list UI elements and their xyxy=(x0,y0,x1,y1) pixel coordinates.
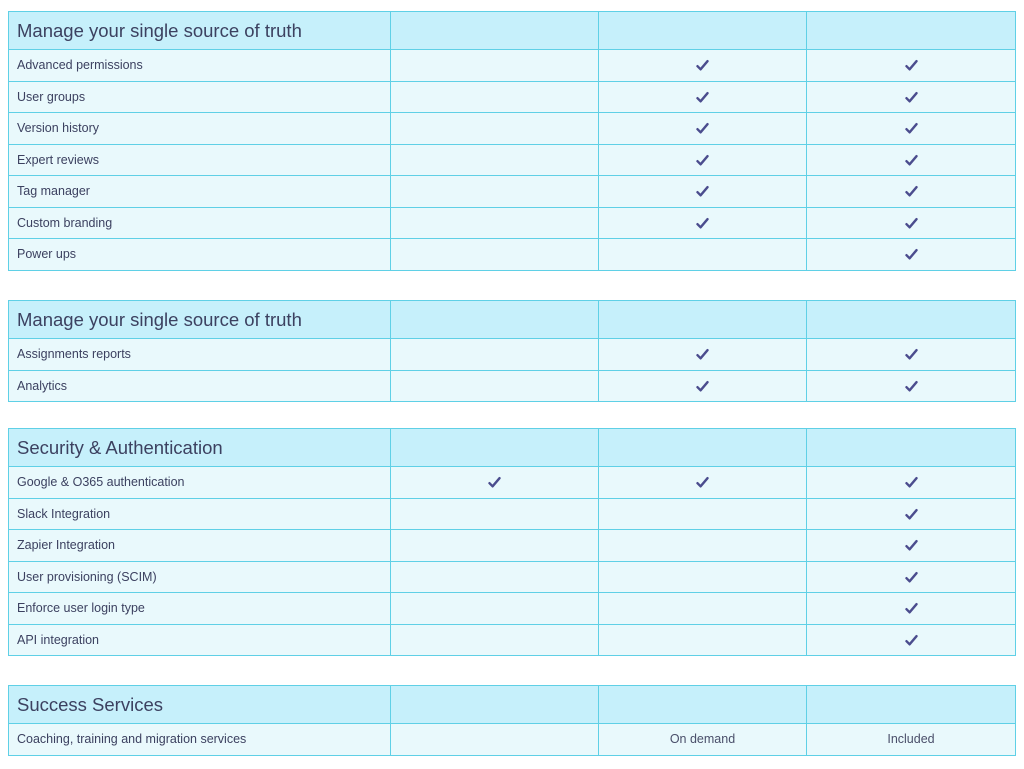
plan-2-value xyxy=(599,498,807,530)
feature-name: Google & O365 authentication xyxy=(9,467,391,499)
checkmark-icon xyxy=(696,185,709,198)
checkmark-icon xyxy=(488,476,501,489)
checkmark-icon xyxy=(905,539,918,552)
feature-name: User groups xyxy=(9,81,391,113)
plan-2-value xyxy=(599,239,807,271)
feature-section-manage-1 xyxy=(8,11,1016,271)
plan-1-value xyxy=(391,498,599,530)
plan-2-value xyxy=(599,370,807,402)
section-header xyxy=(9,686,1016,724)
plan-3-value xyxy=(807,467,1016,499)
plan-3-value xyxy=(807,593,1016,625)
plan-2-value xyxy=(599,339,807,371)
plan-1-header xyxy=(391,12,599,50)
feature-row xyxy=(9,81,1016,113)
feature-section-success xyxy=(8,685,1016,756)
plan-2-value xyxy=(599,624,807,656)
feature-row xyxy=(9,239,1016,271)
checkmark-icon xyxy=(905,602,918,615)
plan-1-value xyxy=(391,144,599,176)
plan-3-value xyxy=(807,113,1016,145)
feature-name: Custom branding xyxy=(9,207,391,239)
plan-1-value xyxy=(391,593,599,625)
checkmark-icon xyxy=(905,571,918,584)
plan-2-value xyxy=(599,724,807,756)
checkmark-icon xyxy=(696,476,709,489)
checkmark-icon xyxy=(696,91,709,104)
plan-3-value xyxy=(807,724,1016,756)
checkmark-icon xyxy=(696,380,709,393)
feature-name: Slack Integration xyxy=(9,498,391,530)
plan-2-header xyxy=(599,686,807,724)
feature-row xyxy=(9,467,1016,499)
feature-row xyxy=(9,561,1016,593)
checkmark-icon xyxy=(905,154,918,167)
plan-1-value xyxy=(391,370,599,402)
plan-1-value xyxy=(391,207,599,239)
feature-row xyxy=(9,207,1016,239)
feature-name: Advanced permissions xyxy=(9,50,391,82)
plan-3-value xyxy=(807,561,1016,593)
feature-row xyxy=(9,530,1016,562)
checkmark-icon xyxy=(905,217,918,230)
plan-value-text: On demand xyxy=(669,732,736,747)
feature-name: Expert reviews xyxy=(9,144,391,176)
plan-3-value xyxy=(807,239,1016,271)
checkmark-icon xyxy=(696,122,709,135)
feature-row xyxy=(9,370,1016,402)
plan-3-header xyxy=(807,12,1016,50)
plan-3-header xyxy=(807,686,1016,724)
plan-1-value xyxy=(391,561,599,593)
section-title: Security & Authentication xyxy=(9,429,391,467)
plan-1-header xyxy=(391,301,599,339)
checkmark-icon xyxy=(905,380,918,393)
feature-name: Zapier Integration xyxy=(9,530,391,562)
plan-2-value xyxy=(599,593,807,625)
feature-section-security xyxy=(8,428,1016,656)
checkmark-icon xyxy=(905,91,918,104)
plan-2-header xyxy=(599,12,807,50)
plan-1-header xyxy=(391,686,599,724)
plan-3-value xyxy=(807,624,1016,656)
section-header xyxy=(9,12,1016,50)
plan-1-value xyxy=(391,339,599,371)
plan-3-value xyxy=(807,176,1016,208)
plan-3-value xyxy=(807,207,1016,239)
feature-row xyxy=(9,176,1016,208)
checkmark-icon xyxy=(905,476,918,489)
plan-3-value xyxy=(807,370,1016,402)
plan-2-value xyxy=(599,530,807,562)
plan-1-value xyxy=(391,50,599,82)
feature-name: Version history xyxy=(9,113,391,145)
plan-2-value xyxy=(599,113,807,145)
plan-2-value xyxy=(599,176,807,208)
checkmark-icon xyxy=(696,217,709,230)
plan-1-value xyxy=(391,530,599,562)
checkmark-icon xyxy=(696,348,709,361)
feature-row xyxy=(9,724,1016,756)
checkmark-icon xyxy=(905,59,918,72)
feature-row xyxy=(9,593,1016,625)
feature-section-manage-2 xyxy=(8,300,1016,402)
feature-name: API integration xyxy=(9,624,391,656)
feature-row xyxy=(9,144,1016,176)
checkmark-icon xyxy=(905,508,918,521)
plan-1-value xyxy=(391,113,599,145)
feature-name: Assignments reports xyxy=(9,339,391,371)
section-header xyxy=(9,429,1016,467)
plan-3-header xyxy=(807,301,1016,339)
plan-value-text: Included xyxy=(887,732,935,747)
checkmark-icon xyxy=(905,248,918,261)
plan-2-value xyxy=(599,81,807,113)
plan-3-value xyxy=(807,530,1016,562)
checkmark-icon xyxy=(905,634,918,647)
feature-row xyxy=(9,624,1016,656)
plan-3-value xyxy=(807,144,1016,176)
section-header xyxy=(9,301,1016,339)
plan-2-value xyxy=(599,207,807,239)
feature-row xyxy=(9,113,1016,145)
feature-name: Analytics xyxy=(9,370,391,402)
plan-1-value xyxy=(391,239,599,271)
checkmark-icon xyxy=(905,122,918,135)
feature-name: Tag manager xyxy=(9,176,391,208)
plan-3-value xyxy=(807,50,1016,82)
section-title: Manage your single source of truth xyxy=(9,301,391,339)
feature-name: Power ups xyxy=(9,239,391,271)
plan-3-value xyxy=(807,339,1016,371)
checkmark-icon xyxy=(696,59,709,72)
feature-name: Enforce user login type xyxy=(9,593,391,625)
plan-3-value xyxy=(807,498,1016,530)
feature-name: Coaching, training and migration services xyxy=(9,724,391,756)
section-title: Success Services xyxy=(9,686,391,724)
feature-row xyxy=(9,50,1016,82)
plan-3-header xyxy=(807,429,1016,467)
plan-1-header xyxy=(391,429,599,467)
checkmark-icon xyxy=(905,185,918,198)
plan-1-value xyxy=(391,467,599,499)
plan-2-value xyxy=(599,561,807,593)
plan-1-value xyxy=(391,724,599,756)
plan-2-header xyxy=(599,301,807,339)
plan-2-value xyxy=(599,467,807,499)
plan-1-value xyxy=(391,176,599,208)
plan-2-value xyxy=(599,50,807,82)
feature-row xyxy=(9,339,1016,371)
plan-1-value xyxy=(391,624,599,656)
plan-3-value xyxy=(807,81,1016,113)
feature-row xyxy=(9,498,1016,530)
plan-2-value xyxy=(599,144,807,176)
plan-1-value xyxy=(391,81,599,113)
plan-2-header xyxy=(599,429,807,467)
checkmark-icon xyxy=(696,154,709,167)
feature-name: User provisioning (SCIM) xyxy=(9,561,391,593)
section-title: Manage your single source of truth xyxy=(9,12,391,50)
checkmark-icon xyxy=(905,348,918,361)
